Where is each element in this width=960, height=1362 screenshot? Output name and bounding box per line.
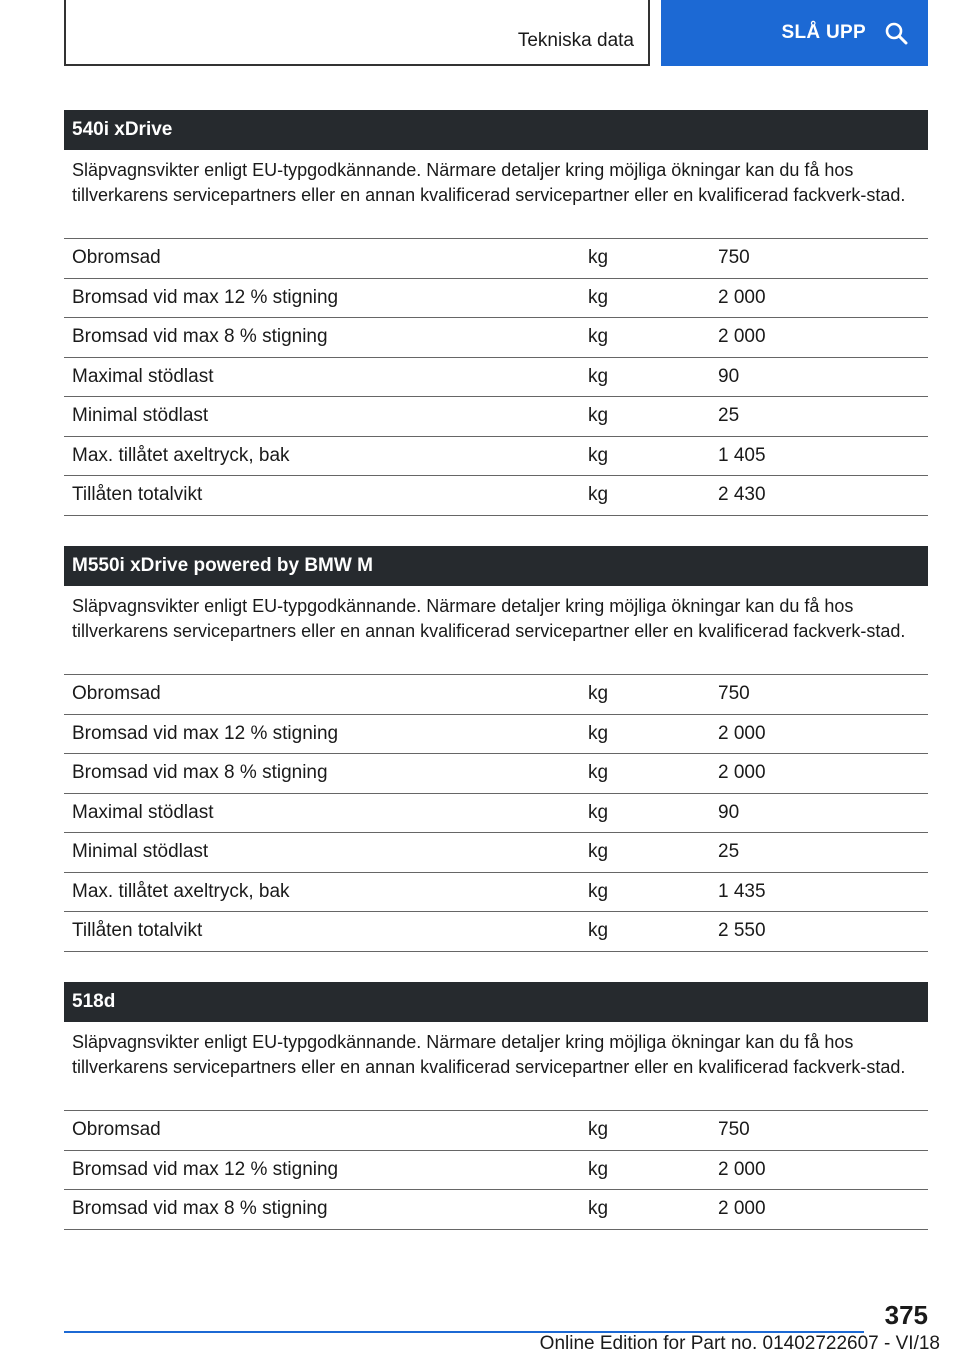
row-unit: kg xyxy=(588,247,609,269)
row-unit: kg xyxy=(588,841,609,863)
table-row xyxy=(64,715,928,755)
row-value: 2 000 xyxy=(718,326,766,348)
table-row xyxy=(64,794,928,834)
table-row xyxy=(64,873,928,913)
table-row xyxy=(64,754,928,794)
row-unit: kg xyxy=(588,762,609,784)
row-value: 90 xyxy=(718,365,740,387)
row-unit: kg xyxy=(588,365,609,387)
page-number: 375 xyxy=(884,1300,928,1330)
search-label: SLÅ UPP xyxy=(781,22,866,43)
row-label: Obromsad xyxy=(72,1119,161,1141)
section-518d xyxy=(64,982,928,1230)
table-row xyxy=(64,675,928,715)
section-description: Släpvagnsvikter enligt EU-typgodkännande. Närmare detaljer kring möjliga ökningar kan du få hos tillverkarens servicepartners eller en annan kvalificerad servicepartner eller en kvalificerad fackverk-stad. xyxy=(64,1022,928,1111)
row-unit: kg xyxy=(588,405,609,427)
table-row xyxy=(64,1190,928,1230)
row-label: Max. tillåtet axeltryck, bak xyxy=(72,444,290,466)
row-value: 1 435 xyxy=(718,880,766,902)
table-row xyxy=(64,318,928,358)
chapter-title[interactable]: Tekniska data xyxy=(517,30,634,51)
row-value: 25 xyxy=(718,841,740,863)
row-unit: kg xyxy=(588,1198,609,1220)
row-value: 2 430 xyxy=(718,484,766,506)
row-label: Maximal stödlast xyxy=(72,365,214,387)
section-description: Släpvagnsvikter enligt EU-typgodkännande. Närmare detaljer kring möjliga ökningar kan du få hos tillverkarens servicepartners eller en annan kvalificerad servicepartner eller en kvalificerad fackverk-stad. xyxy=(64,586,928,675)
header-frame xyxy=(64,0,650,66)
row-label: Bromsad vid max 12 % stigning xyxy=(72,722,339,744)
row-value: 750 xyxy=(718,247,750,269)
row-unit: kg xyxy=(588,484,609,506)
table-row xyxy=(64,1111,928,1151)
row-unit: kg xyxy=(588,1119,609,1141)
row-value: 2 000 xyxy=(718,286,766,308)
row-label: Minimal stödlast xyxy=(72,405,209,427)
row-label: Bromsad vid max 8 % stigning xyxy=(72,326,328,348)
row-unit: kg xyxy=(588,1158,609,1180)
row-label: Tillåten totalvikt xyxy=(72,920,203,942)
row-label: Bromsad vid max 8 % stigning xyxy=(72,762,328,784)
section-540i-xdrive xyxy=(64,110,928,516)
row-unit: kg xyxy=(588,286,609,308)
table-row xyxy=(64,833,928,873)
row-value: 2 000 xyxy=(718,722,766,744)
section-m550i-xdrive xyxy=(64,546,928,952)
table-row xyxy=(64,437,928,477)
row-label: Bromsad vid max 12 % stigning xyxy=(72,286,339,308)
row-label: Maximal stödlast xyxy=(72,801,214,823)
table-row xyxy=(64,358,928,398)
search-icon xyxy=(884,21,908,45)
table-row xyxy=(64,1151,928,1191)
row-label: Bromsad vid max 8 % stigning xyxy=(72,1198,328,1220)
row-value: 25 xyxy=(718,405,740,427)
row-value: 2 550 xyxy=(718,920,766,942)
table-row xyxy=(64,397,928,437)
row-label: Obromsad xyxy=(72,683,161,705)
row-label: Max. tillåtet axeltryck, bak xyxy=(72,880,290,902)
row-unit: kg xyxy=(588,683,609,705)
row-unit: kg xyxy=(588,326,609,348)
search-button[interactable] xyxy=(661,0,928,66)
row-label: Obromsad xyxy=(72,247,161,269)
row-label: Minimal stödlast xyxy=(72,841,209,863)
section-title: 540i xDrive xyxy=(64,110,928,150)
page-header xyxy=(64,0,928,66)
row-label: Bromsad vid max 12 % stigning xyxy=(72,1158,339,1180)
row-value: 2 000 xyxy=(718,1198,766,1220)
table-row xyxy=(64,239,928,279)
row-value: 750 xyxy=(718,683,750,705)
row-value: 90 xyxy=(718,801,740,823)
table-row xyxy=(64,476,928,516)
row-value: 2 000 xyxy=(718,1158,766,1180)
row-value: 750 xyxy=(718,1119,750,1141)
edition-note: Online Edition for Part no. 01402722607 - VI/18 xyxy=(539,1333,940,1354)
row-unit: kg xyxy=(588,801,609,823)
row-label: Tillåten totalvikt xyxy=(72,484,203,506)
row-unit: kg xyxy=(588,920,609,942)
row-value: 1 405 xyxy=(718,444,766,466)
table-row xyxy=(64,912,928,952)
row-value: 2 000 xyxy=(718,762,766,784)
section-title: M550i xDrive powered by BMW M xyxy=(64,546,928,586)
row-unit: kg xyxy=(588,444,609,466)
section-description: Släpvagnsvikter enligt EU-typgodkännande. Närmare detaljer kring möjliga ökningar kan du få hos tillverkarens servicepartners eller en annan kvalificerad servicepartner eller en kvalificerad fackverk-stad. xyxy=(64,150,928,239)
row-unit: kg xyxy=(588,880,609,902)
row-unit: kg xyxy=(588,722,609,744)
section-title: 518d xyxy=(64,982,928,1022)
table-row xyxy=(64,279,928,319)
